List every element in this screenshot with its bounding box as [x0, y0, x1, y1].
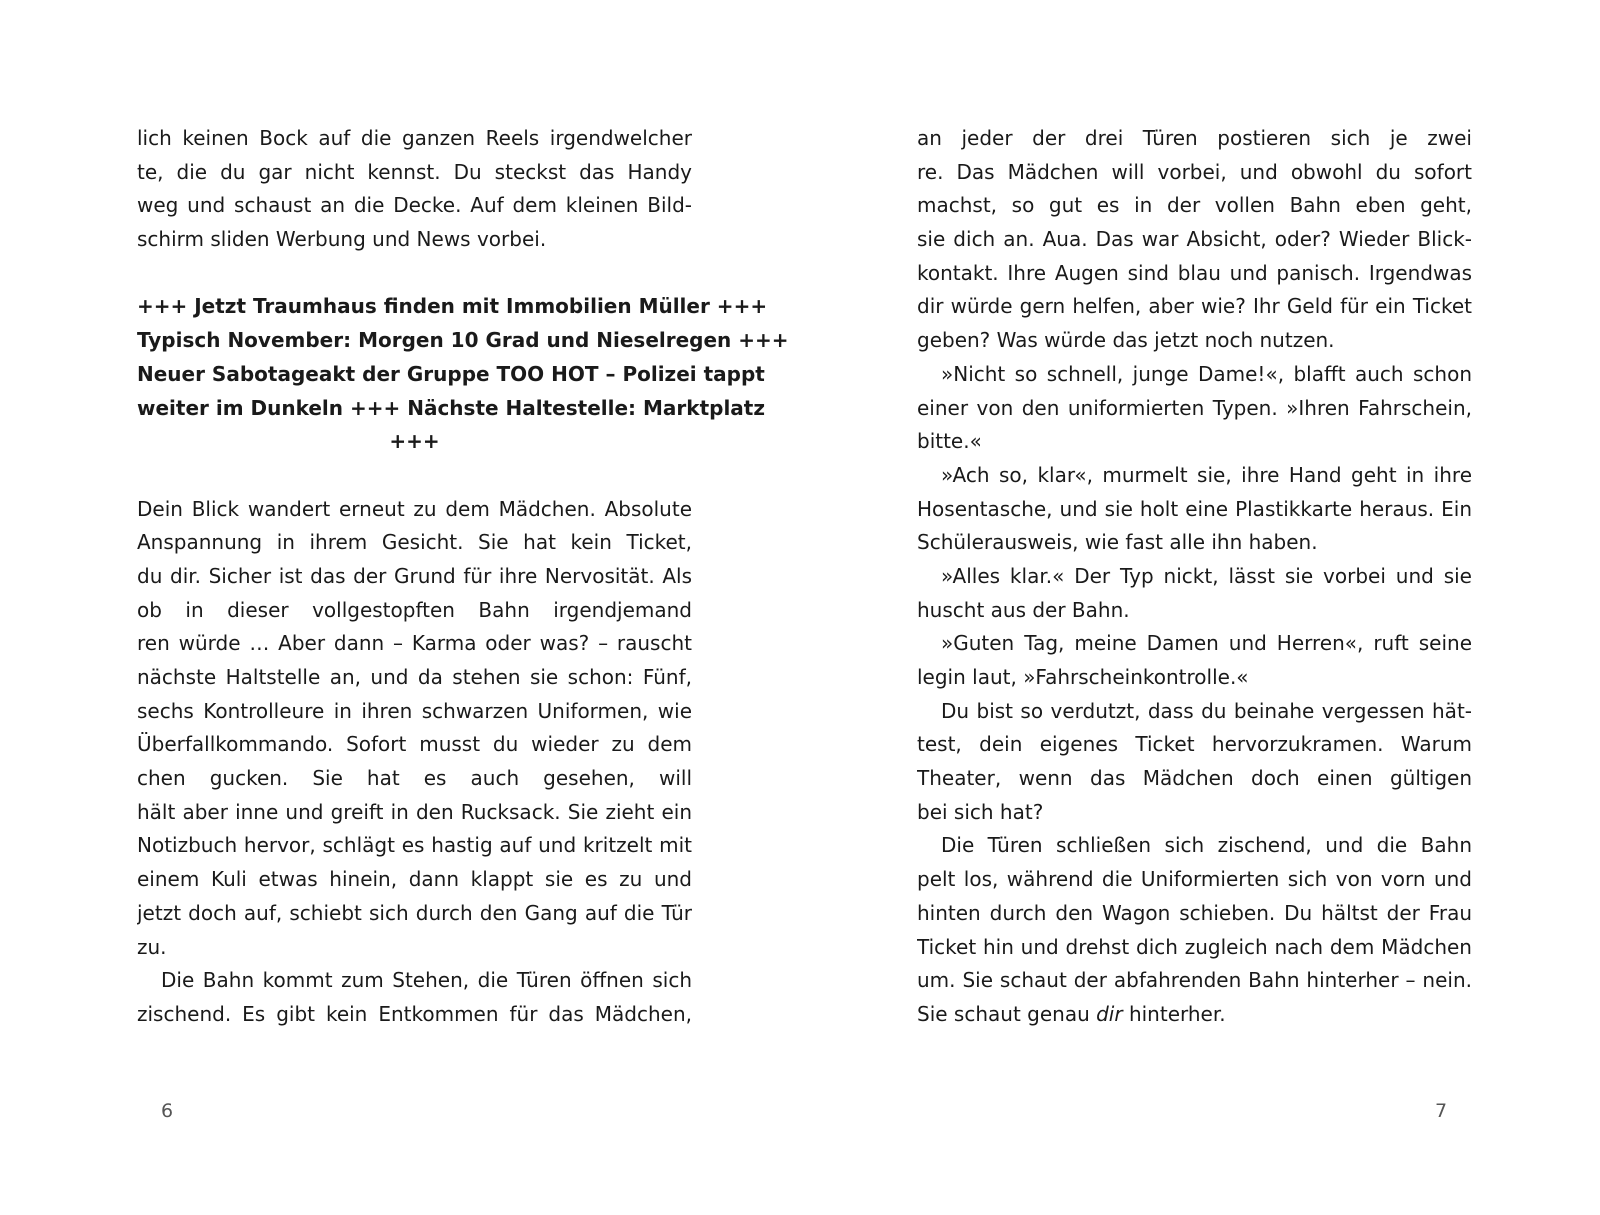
right-page [917, 122, 1472, 1032]
text-line: hinten durch den Wagon schieben. Du hältst der Frau [917, 900, 1472, 925]
text-line: Hosentasche, und sie holt eine Plastikkarte heraus. Ein [917, 496, 1472, 521]
text-line: chen gucken. Sie hat es auch gesehen, will [137, 766, 692, 791]
text-line: schirm sliden Werbung und News vorbei. [137, 227, 547, 252]
spacer [137, 257, 692, 291]
text-line: an jeder der drei Türen postieren sich je zwei [917, 126, 1472, 150]
text-line: nächste Haltstelle an, und da stehen sie schon: Fünf, [137, 665, 692, 689]
text-line: Dein Blick wandert erneut zu dem Mädchen. Absolute [137, 496, 692, 521]
text-line: »Nicht so schnell, junge Dame!«, blafft auch schon [941, 361, 1472, 386]
left-page [137, 122, 789, 1032]
text-line: Die Bahn kommt zum Stehen, die Türen öffnen sich [161, 968, 692, 993]
text-line: »Guten Tag, meine Damen und Herren«, ruft seine [941, 631, 1472, 656]
text-line: ren würde … Aber dann – Karma oder was? – rauscht [137, 631, 692, 656]
text-line: Die Türen schließen sich zischend, und die Bahn [941, 833, 1472, 858]
text-line: »Alles klar.« Der Typ nickt, lässt sie vorbei und sie [941, 563, 1472, 588]
text-line: zischend. Es gibt kein Entkommen für das Mädchen, [137, 1001, 692, 1026]
text-line: te, die du gar nicht kennst. Du steckst das Handy [137, 159, 692, 184]
text-line: jetzt doch auf, schiebt sich durch den Gang auf die Tür [137, 900, 692, 925]
spacer [137, 459, 692, 493]
text-line: du dir. Sicher ist das der Grund für ihre Nervosität. Als [137, 563, 692, 588]
text-line: weg und schaust an die Decke. Auf dem kleinen Bild- [137, 193, 692, 218]
text-fragment: Sie schaut genau [917, 1001, 1097, 1026]
text-line: Theater, wenn das Mädchen doch einen gültigen [917, 766, 1472, 791]
text-line: um. Sie schaut der abfahrenden Bahn hinterher – nein. [917, 968, 1472, 993]
text-line: huscht aus der Bahn. [917, 597, 1130, 622]
text-line: pelt los, während die Uniformierten sich von vorn und [917, 867, 1472, 892]
text-line: ob in dieser vollgestopften Bahn irgendjemand [137, 597, 692, 622]
page-number-left: 6 [161, 1100, 174, 1122]
news-ticker-line: +++ Jetzt Traumhaus finden mit Immobilien Müller +++ [137, 294, 768, 319]
news-ticker-line: +++ [389, 429, 440, 454]
text-line: »Ach so, klar«, murmelt sie, ihre Hand geht in ihre [941, 462, 1472, 487]
text-line: sechs Kontrolleure in ihren schwarzen Uniformen, wie [137, 698, 692, 723]
text-line: einem Kuli etwas hinein, dann klappt sie es zu und [137, 867, 692, 892]
text-line: re. Das Mädchen will vorbei, und obwohl du sofort [917, 159, 1472, 184]
news-ticker-line: Typisch November: Morgen 10 Grad und Nieselregen +++ [137, 328, 789, 353]
text-line: zu. [137, 934, 167, 959]
text-line: hält aber inne und greift in den Rucksack. Sie zieht ein [137, 799, 692, 824]
text-line: bitte.« [917, 429, 982, 454]
text-line: geben? Was würde das jetzt noch nutzen. [917, 328, 1335, 353]
text-line: test, dein eigenes Ticket hervorzukramen. Warum [917, 732, 1472, 757]
text-line: Schülerausweis, wie fast alle ihn haben. [917, 530, 1318, 555]
text-line: Du bist so verdutzt, dass du beinahe vergessen hät- [941, 698, 1472, 723]
news-ticker-line: weiter im Dunkeln +++ Nächste Haltestelle: Marktplatz [137, 395, 765, 420]
text-line: Anspannung in ihrem Gesicht. Sie hat kein Ticket, [137, 530, 692, 555]
text-line: einer von den uniformierten Typen. »Ihren Fahrschein, [917, 395, 1472, 420]
final-text-line [917, 998, 1472, 1032]
text-fragment: hinterher. [1122, 1001, 1226, 1026]
text-line: kontakt. Ihre Augen sind blau und panisch. Irgendwas [917, 260, 1472, 285]
text-line: Notizbuch hervor, schlägt es hastig auf und kritzelt mit [137, 833, 692, 858]
text-line: sie dich an. Aua. Das war Absicht, oder? Wieder Blick- [917, 227, 1472, 252]
page-number-right: 7 [1435, 1100, 1448, 1122]
text-line: dir würde gern helfen, aber wie? Ihr Geld für ein Ticket [917, 294, 1472, 319]
text-line: machst, so gut es in der vollen Bahn eben geht, [917, 193, 1472, 218]
text-line: bei sich hat? [917, 799, 1044, 824]
text-line: legin laut, »Fahrscheinkontrolle.« [917, 665, 1249, 689]
emphasized-word: dir [1096, 1001, 1123, 1026]
text-line: lich keinen Bock auf die ganzen Reels irgendwelcher [137, 126, 692, 150]
text-line: Ticket hin und drehst dich zugleich nach dem Mädchen [917, 934, 1472, 959]
news-ticker-line: Neuer Sabotageakt der Gruppe TOO HOT – Polizei tappt [137, 361, 765, 386]
text-line: Überfallkommando. Sofort musst du wieder zu dem [137, 732, 692, 757]
